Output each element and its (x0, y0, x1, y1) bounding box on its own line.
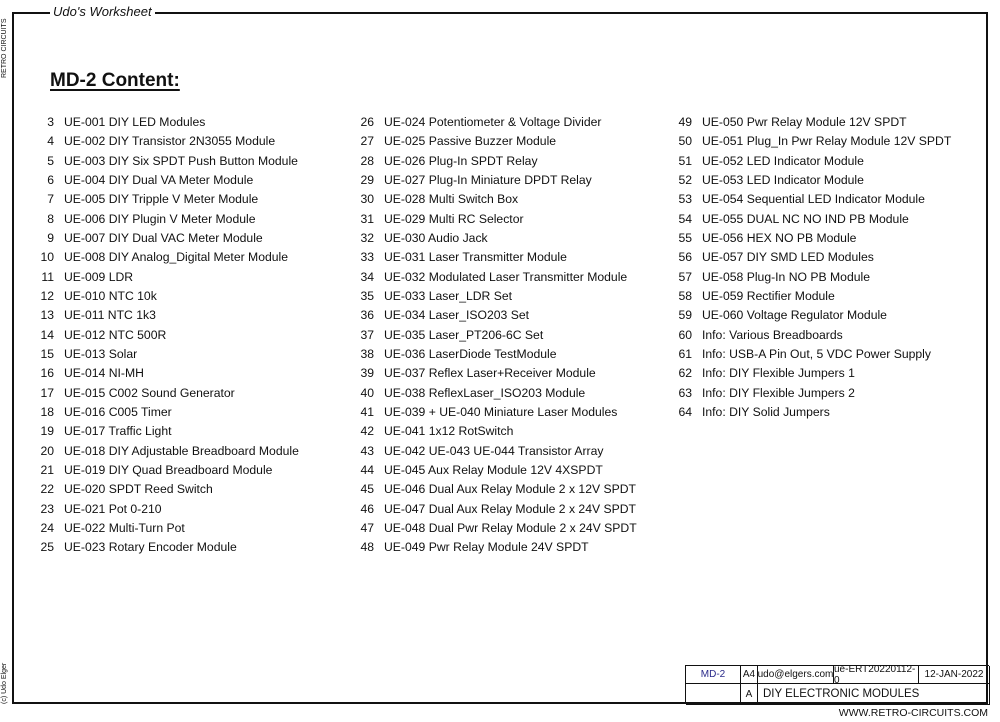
entry-title: UE-046 Dual Aux Relay Module 2 x 12V SPDT (384, 482, 636, 497)
contents-entry (350, 306, 637, 325)
page-number: 33 (360, 250, 374, 265)
entry-title: UE-034 Laser_ISO203 Set (384, 308, 529, 323)
doc-date: 12-JAN-2022 (919, 666, 990, 684)
page-number: 17 (40, 385, 54, 400)
page-number: 12 (40, 288, 54, 303)
page-number: 10 (40, 250, 54, 265)
entry-title: Info: DIY Flexible Jumpers 2 (702, 385, 855, 400)
contents-entry (30, 384, 299, 403)
page-number: 47 (360, 520, 374, 535)
page-title: MD-2 Content: (50, 70, 180, 91)
entry-title: UE-009 LDR (64, 269, 134, 284)
contents-entry (30, 326, 299, 345)
entry-title: UE-031 Laser Transmitter Module (384, 250, 567, 265)
page-number: 59 (678, 308, 692, 323)
page-number: 58 (678, 288, 692, 303)
page-number: 38 (360, 346, 374, 361)
entry-title: UE-019 DIY Quad Breadboard Module (64, 462, 273, 477)
page-number: 50 (678, 134, 692, 149)
contents-entry (30, 268, 299, 287)
page-number: 25 (40, 540, 54, 555)
contents-entry (668, 190, 951, 209)
page-number: 7 (47, 192, 54, 207)
page-number: 14 (40, 327, 54, 342)
entry-title: UE-039 + UE-040 Miniature Laser Modules (384, 404, 618, 419)
page-number: 36 (360, 308, 374, 323)
page-number: 8 (47, 211, 54, 226)
contents-entry (30, 403, 299, 422)
contents-entry (350, 190, 637, 209)
entry-title: UE-025 Passive Buzzer Module (384, 134, 557, 149)
contents-entry (30, 190, 299, 209)
page-number: 19 (40, 424, 54, 439)
entry-title: UE-004 DIY Dual VA Meter Module (64, 172, 254, 187)
entry-title: UE-022 Multi-Turn Pot (64, 520, 185, 535)
page-number: 15 (40, 346, 54, 361)
contents-entry (668, 171, 951, 190)
entry-title: Info: DIY Flexible Jumpers 1 (702, 366, 855, 381)
contents-entry (668, 326, 951, 345)
entry-title: UE-057 DIY SMD LED Modules (702, 250, 874, 265)
page-number: 43 (360, 443, 374, 458)
contents-entry (668, 403, 951, 422)
contents-entry (30, 113, 299, 132)
contents-entry (350, 132, 637, 151)
entry-title: UE-018 DIY Adjustable Breadboard Module (64, 443, 299, 458)
page-number: 42 (360, 424, 374, 439)
page-number: 39 (360, 366, 374, 381)
entry-title: UE-059 Rectifier Module (702, 288, 835, 303)
doc-description: DIY ELECTRONIC MODULES (758, 684, 990, 705)
contents-entry (350, 345, 637, 364)
contents-entry (350, 268, 637, 287)
entry-title: UE-029 Multi RC Selector (384, 211, 524, 226)
contents-entry (30, 171, 299, 190)
contents-entry (30, 287, 299, 306)
contents-entry (350, 171, 637, 190)
entry-title: UE-056 HEX NO PB Module (702, 230, 857, 245)
contents-entry (668, 306, 951, 325)
contents-entry (668, 345, 951, 364)
entry-title: UE-055 DUAL NC NO IND PB Module (702, 211, 909, 226)
entry-title: UE-001 DIY LED Modules (64, 115, 206, 129)
page-number: 16 (40, 366, 54, 381)
contents-entry (668, 210, 951, 229)
page-number: 32 (360, 230, 374, 245)
page-number: 20 (40, 443, 54, 458)
side-label-top: RETRO CIRCUITS (1, 18, 8, 78)
page-number: 45 (360, 482, 374, 497)
contents-entry (668, 132, 951, 151)
entry-title: UE-007 DIY Dual VAC Meter Module (64, 230, 263, 245)
entry-title: UE-005 DIY Tripple V Meter Module (64, 192, 259, 207)
entry-title: UE-003 DIY Six SPDT Push Button Module (64, 153, 298, 168)
contents-entry (30, 538, 299, 557)
page-number: 27 (360, 134, 374, 149)
contents-entry (668, 268, 951, 287)
page-number: 9 (47, 230, 54, 245)
contents-entry (30, 152, 299, 171)
contents-entry (350, 364, 637, 383)
page-number: 64 (678, 404, 692, 419)
entry-title: UE-042 UE-043 UE-044 Transistor Array (384, 443, 604, 458)
page-number: 18 (40, 404, 54, 419)
title-block (685, 665, 989, 704)
contents-entry (350, 538, 637, 557)
contents-entry (668, 287, 951, 306)
page-number: 26 (360, 115, 374, 129)
contents-entry (350, 210, 637, 229)
entry-title: UE-028 Multi Switch Box (384, 192, 519, 207)
entry-title: UE-008 DIY Analog_Digital Meter Module (64, 250, 289, 265)
contents-entry (30, 364, 299, 383)
page-number: 6 (47, 172, 54, 187)
contents-entry (668, 113, 951, 132)
contents-entry (30, 210, 299, 229)
entry-title: UE-060 Voltage Regulator Module (702, 308, 887, 323)
contents-entry (350, 113, 637, 132)
contents-entry (350, 403, 637, 422)
page-number: 37 (360, 327, 374, 342)
entry-title: UE-010 NTC 10k (64, 288, 157, 303)
page-number: 34 (360, 269, 374, 284)
entry-title: UE-011 NTC 1k3 (64, 308, 156, 323)
entry-title: UE-047 Dual Aux Relay Module 2 x 24V SPDT (384, 501, 636, 516)
entry-title: UE-052 LED Indicator Module (702, 153, 864, 168)
page-number: 40 (360, 385, 374, 400)
contents-column-3 (668, 113, 951, 422)
page-number: 55 (678, 230, 692, 245)
page-number: 57 (678, 269, 692, 284)
page-number: 22 (40, 482, 54, 497)
entry-title: UE-027 Plug-In Miniature DPDT Relay (384, 172, 592, 187)
side-label-copyright: (c) Udo Elger (1, 662, 8, 704)
page-number: 56 (678, 250, 692, 265)
contents-entry (350, 248, 637, 267)
page-number: 41 (360, 404, 374, 419)
contents-entry (350, 480, 637, 499)
contents-entry (30, 500, 299, 519)
contents-entry (30, 132, 299, 151)
contents-entry (668, 229, 951, 248)
page-number: 44 (360, 462, 374, 477)
page-number: 49 (678, 115, 692, 129)
entry-title: UE-013 Solar (64, 346, 138, 361)
entry-title: UE-014 NI-MH (64, 366, 144, 381)
doc-reference: ue-ERT20220112-0 (834, 666, 919, 684)
contents-entry (350, 326, 637, 345)
page-number: 62 (678, 366, 692, 381)
contents-entry (30, 229, 299, 248)
contents-entry (30, 422, 299, 441)
page-number: 60 (678, 327, 692, 342)
entry-title: Info: Various Breadboards (702, 327, 843, 342)
contents-entry (350, 519, 637, 538)
entry-title: UE-049 Pwr Relay Module 24V SPDT (384, 540, 589, 555)
page-number: 11 (41, 269, 54, 284)
page-number: 13 (40, 308, 54, 323)
page-number: 3 (47, 115, 54, 129)
contents-entry (668, 384, 951, 403)
page-number: 51 (678, 153, 692, 168)
contents-entry (30, 461, 299, 480)
page-number: 21 (40, 462, 54, 477)
page-number: 31 (360, 211, 374, 226)
title-block-empty-cell (686, 684, 741, 705)
entry-title: UE-058 Plug-In NO PB Module (702, 269, 870, 284)
contents-entry (350, 500, 637, 519)
contents-entry (668, 152, 951, 171)
contents-entry (668, 248, 951, 267)
entry-title: UE-036 LaserDiode TestModule (384, 346, 557, 361)
entry-title: Info: USB-A Pin Out, 5 VDC Power Supply (702, 346, 931, 361)
entry-title: UE-053 LED Indicator Module (702, 172, 864, 187)
contents-entry (350, 442, 637, 461)
page-number: 46 (360, 501, 374, 516)
page-number: 4 (47, 134, 54, 149)
entry-title: UE-037 Reflex Laser+Receiver Module (384, 366, 596, 381)
contents-entry (30, 480, 299, 499)
entry-title: UE-023 Rotary Encoder Module (64, 540, 237, 555)
entry-title: UE-045 Aux Relay Module 12V 4XSPDT (384, 462, 603, 477)
author-email: udo@elgers.com (758, 666, 834, 684)
page-number: 23 (40, 501, 54, 516)
entry-title: UE-002 DIY Transistor 2N3055 Module (64, 134, 276, 149)
contents-entry (350, 384, 637, 403)
contents-entry (30, 306, 299, 325)
page-number: 53 (678, 192, 692, 207)
entry-title: UE-017 Traffic Light (64, 424, 172, 439)
contents-column-2 (350, 113, 637, 558)
entry-title: UE-026 Plug-In SPDT Relay (384, 153, 538, 168)
doc-id: MD-2 (686, 666, 741, 684)
contents-entry (30, 442, 299, 461)
entry-title: UE-051 Plug_In Pwr Relay Module 12V SPDT (702, 134, 952, 149)
page-number: 28 (360, 153, 374, 168)
revision: A (741, 684, 758, 705)
entry-title: UE-016 C005 Timer (64, 404, 172, 419)
contents-entry (30, 248, 299, 267)
page-number: 48 (360, 540, 374, 555)
contents-entry (668, 364, 951, 383)
entry-title: UE-054 Sequential LED Indicator Module (702, 192, 925, 207)
page-number: 35 (360, 288, 374, 303)
entry-title: UE-015 C002 Sound Generator (64, 385, 235, 400)
entry-title: UE-032 Modulated Laser Transmitter Module (384, 269, 628, 284)
page-number: 30 (360, 192, 374, 207)
contents-entry (30, 519, 299, 538)
entry-title: Info: DIY Solid Jumpers (702, 404, 830, 419)
entry-title: UE-050 Pwr Relay Module 12V SPDT (702, 115, 907, 129)
contents-column-1 (30, 113, 299, 558)
page-number: 5 (47, 153, 54, 168)
entry-title: UE-012 NTC 500R (64, 327, 167, 342)
entry-title: UE-030 Audio Jack (384, 230, 488, 245)
entry-title: UE-033 Laser_LDR Set (384, 288, 513, 303)
page-number: 29 (360, 172, 374, 187)
page-number: 63 (678, 385, 692, 400)
contents-entry (350, 229, 637, 248)
entry-title: UE-020 SPDT Reed Switch (64, 482, 213, 497)
website-url: WWW.RETRO-CIRCUITS.COM (838, 707, 988, 719)
entry-title: UE-006 DIY Plugin V Meter Module (64, 211, 256, 226)
contents-entry (30, 345, 299, 364)
page-number: 52 (678, 172, 692, 187)
paper-size: A4 (741, 666, 758, 684)
entry-title: UE-035 Laser_PT206-6C Set (384, 327, 544, 342)
entry-title: UE-048 Dual Pwr Relay Module 2 x 24V SPDT (384, 520, 637, 535)
sheet-label: Udo's Worksheet (50, 4, 155, 20)
contents-entry (350, 422, 637, 441)
entry-title: UE-024 Potentiometer & Voltage Divider (384, 115, 602, 129)
page-number: 61 (678, 346, 692, 361)
entry-title: UE-041 1x12 RotSwitch (384, 424, 514, 439)
contents-entry (350, 461, 637, 480)
entry-title: UE-021 Pot 0-210 (64, 501, 162, 516)
page-number: 54 (678, 211, 692, 226)
page-number: 24 (40, 520, 54, 535)
contents-entry (350, 287, 637, 306)
entry-title: UE-038 ReflexLaser_ISO203 Module (384, 385, 586, 400)
contents-entry (350, 152, 637, 171)
